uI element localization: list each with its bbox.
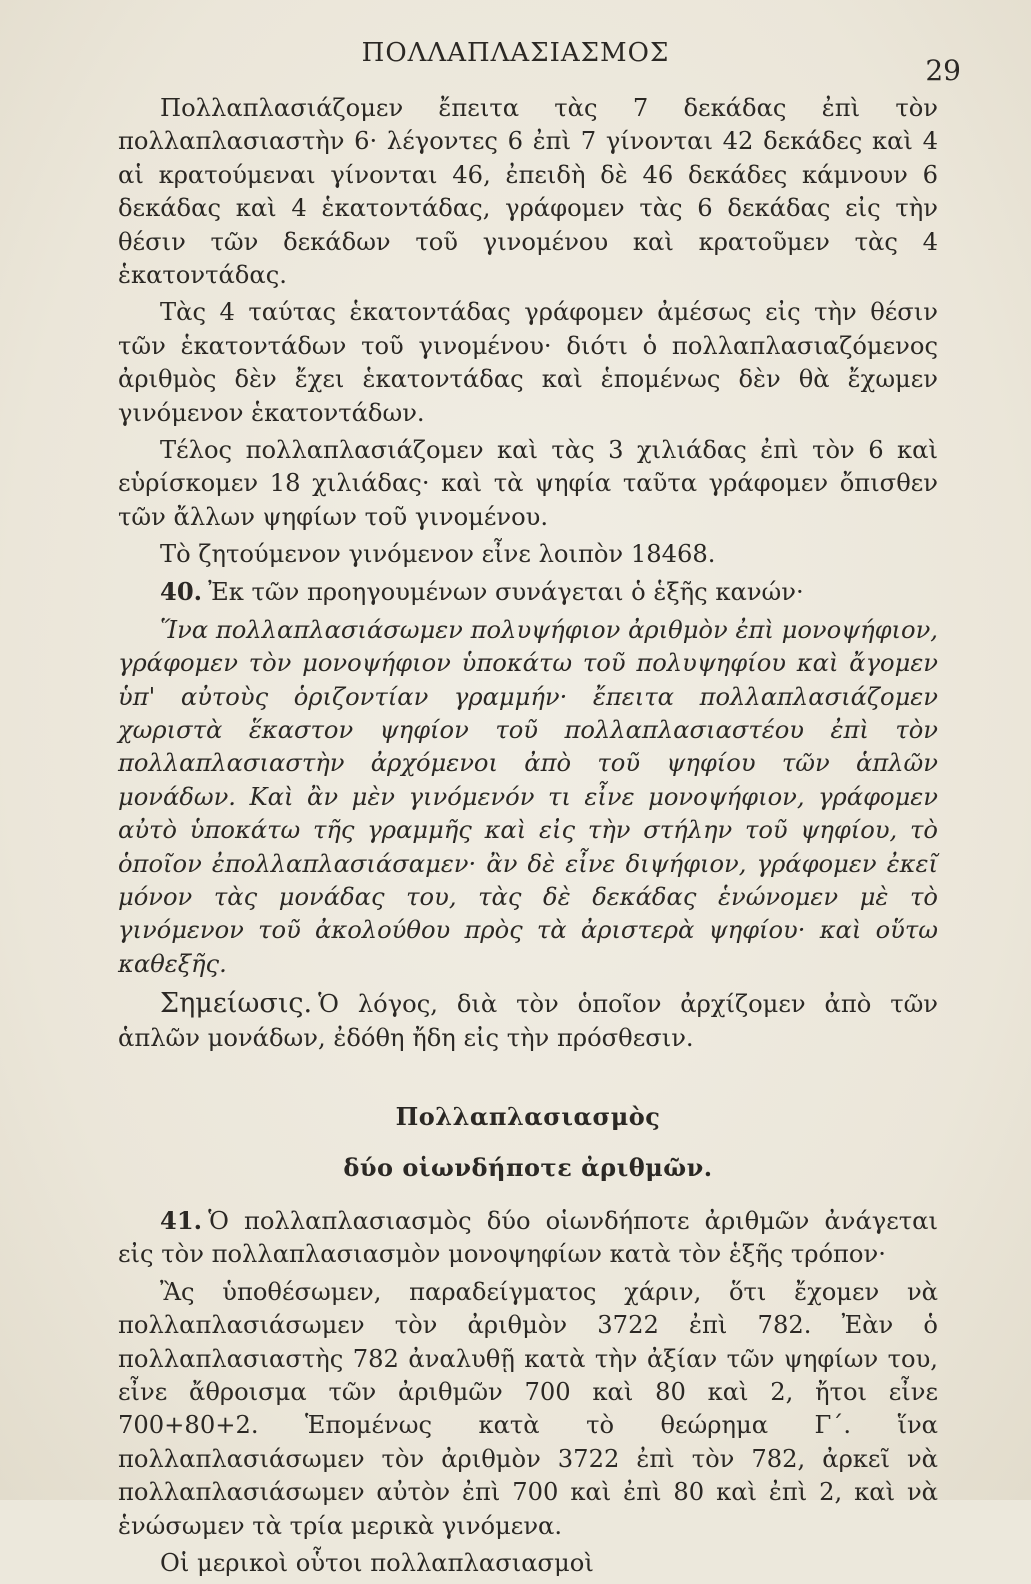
note [118,985,938,1056]
section-40-intro [118,575,938,609]
paragraph: Τέλος πολλαπλασιάζομεν καὶ τὰς 3 χιλιάδας ἐπὶ τὸν 6 καὶ εὑρίσκομεν 18 χιλιάδας· καὶ τὰ ψηφία ταῦτα γράφομεν ὄπισθεν τῶν ἄλλων ψηφίων τοῦ γινομένου. [118,435,938,531]
subheading-title: Πολλαπλασιασμὸς [395,1101,661,1131]
paragraph: Ἂς ὑποθέσωμεν, παραδείγματος χάριν, ὅτι ἔχομεν νὰ πολλαπλασιάσωμεν τὸν ἀριθμὸν 3722 ἐπὶ 782. Ἐὰν ὁ πολλαπλασιαστὴς 782 ἀναλυθῇ κατὰ τὴν ἀξίαν τῶν ψηφίων του, εἶνε ἄθροισμα τῶν ἀριθμῶν 700 καὶ 80 καὶ 2, ἤτοι εἶνε 700+80+2. Ἑπομένως κατὰ τὸ θεώρημα Γ΄. ἵνα πολλαπλασιάσωμεν τὸν ἀριθμὸν 3722 ἐπὶ τὸν 782, ἀρκεῖ νὰ πολλαπλασιάσωμεν αὐτὸν ἐπὶ 700 καὶ ἐπὶ 80 καὶ ἐπὶ 2, καὶ νὰ ἑνώσωμεν τὰ τρία μερικὰ γινόμενα. [118,1277,938,1540]
running-title: ΠΟΛΛΑΠΛΑΣΙΑΣΜΟΣ [361,38,670,68]
page-header [0,38,1031,87]
paragraph: Τὰς 4 ταύτας ἑκατοντάδας γράφομεν ἀμέσως εἰς τὴν θέσιν τῶν ἑκατοντάδων τοῦ γινομένου· διότι ὁ πολλαπλασιαζόμενος ἀριθμὸς δὲν ἔχει ἑκατοντάδας καὶ ἑπομένως δὲν θὰ ἔχωμεν γινόμενον ἑκατοντάδων. [118,298,938,427]
note-text: Ὁ λόγος, διὰ τὸν ὁποῖον ἀρχίζομεν ἀπὸ τῶν ἁπλῶν μονάδων, ἐδόθη ἤδη εἰς τὴν πρόσθεσιν. [118,990,938,1053]
section-number: 41. [160,1206,203,1236]
paragraph: Οἱ μερικοὶ οὗτοι πολλαπλασιασμοὶ [160,1548,594,1577]
note-label: Σημείωσις. [160,988,313,1020]
page-number: 29 [925,54,961,87]
section-41-text: Ὁ πολλαπλασιασμὸς δύο οἱωνδήποτε ἀριθμῶν ἀνάγεται εἰς τὸν πολλαπλασιασμὸν μονοψηφίων κατὰ τὸν ἑξῆς τρόπον· [118,1207,938,1269]
body-text [118,92,938,1584]
section-41 [118,1204,938,1272]
section-number: 40. [160,577,203,607]
subheading-subtitle: δύο οἱωνδήποτε ἀριθμῶν. [343,1152,713,1182]
section-40-intro-text: Ἐκ τῶν προηγουμένων συνάγεται ὁ ἑξῆς κανών· [208,578,804,607]
paragraph: Πολλαπλασιάζομεν ἔπειτα τὰς 7 δεκάδας ἐπὶ τὸν πολλαπλασιαστὴν 6· λέγοντες 6 ἐπὶ 7 γίνονται 42 δεκάδες καὶ 4 αἱ κρατούμεναι γίνονται 46, ἐπειδὴ δὲ 46 δεκάδες κάμνουν 6 δεκάδας καὶ 4 ἑκατοντάδας, γράφομεν τὰς 6 δεκάδας εἰς τὴν θέσιν τῶν δεκάδων τοῦ γινομένου καὶ κρατοῦμεν τὰς 4 ἑκατοντάδας. [118,94,938,289]
multiplication-rule: Ἵνα πολλαπλασιάσωμεν πολυψήφιον ἀριθμὸν ἐπὶ μονοψήφιον, γράφομεν τὸν μονοψήφιον ὑποκάτω τοῦ πολυψηφίου καὶ ἄγομεν ὑπ' αὐτοὺς ὁριζοντίαν γραμμήν· ἔπειτα πολλαπλασιάζομεν χωριστὰ ἕκαστον ψηφίον τοῦ πολλαπλασιαστέου ἐπὶ τὸν πολλαπλασιαστὴν ἀρχόμενοι ἀπὸ τοῦ ψηφίου τῶν ἁπλῶν μονάδων. Καὶ ἂν μὲν γινόμενόν τι εἶνε μονοψήφιον, γράφομεν αὐτὸ ὑποκάτω τῆς γραμμῆς καὶ εἰς τὴν στήλην τοῦ ψηφίου, τὸ ὁποῖον ἐπολλαπλασιάσαμεν· ἂν δὲ εἶνε διψήφιον, γράφομεν ἐκεῖ μόνον τὰς μονάδας του, τὰς δὲ δεκάδας ἑνώνομεν μὲ τὸ γινόμενον τοῦ ἀκολούθου πρὸς τὰ ἀριστερὰ ψηφίου· καὶ οὕτω καθεξῆς. [118,615,938,978]
paragraph: Τὸ ζητούμενον γινόμενον εἶνε λοιπὸν 18468. [160,540,716,569]
